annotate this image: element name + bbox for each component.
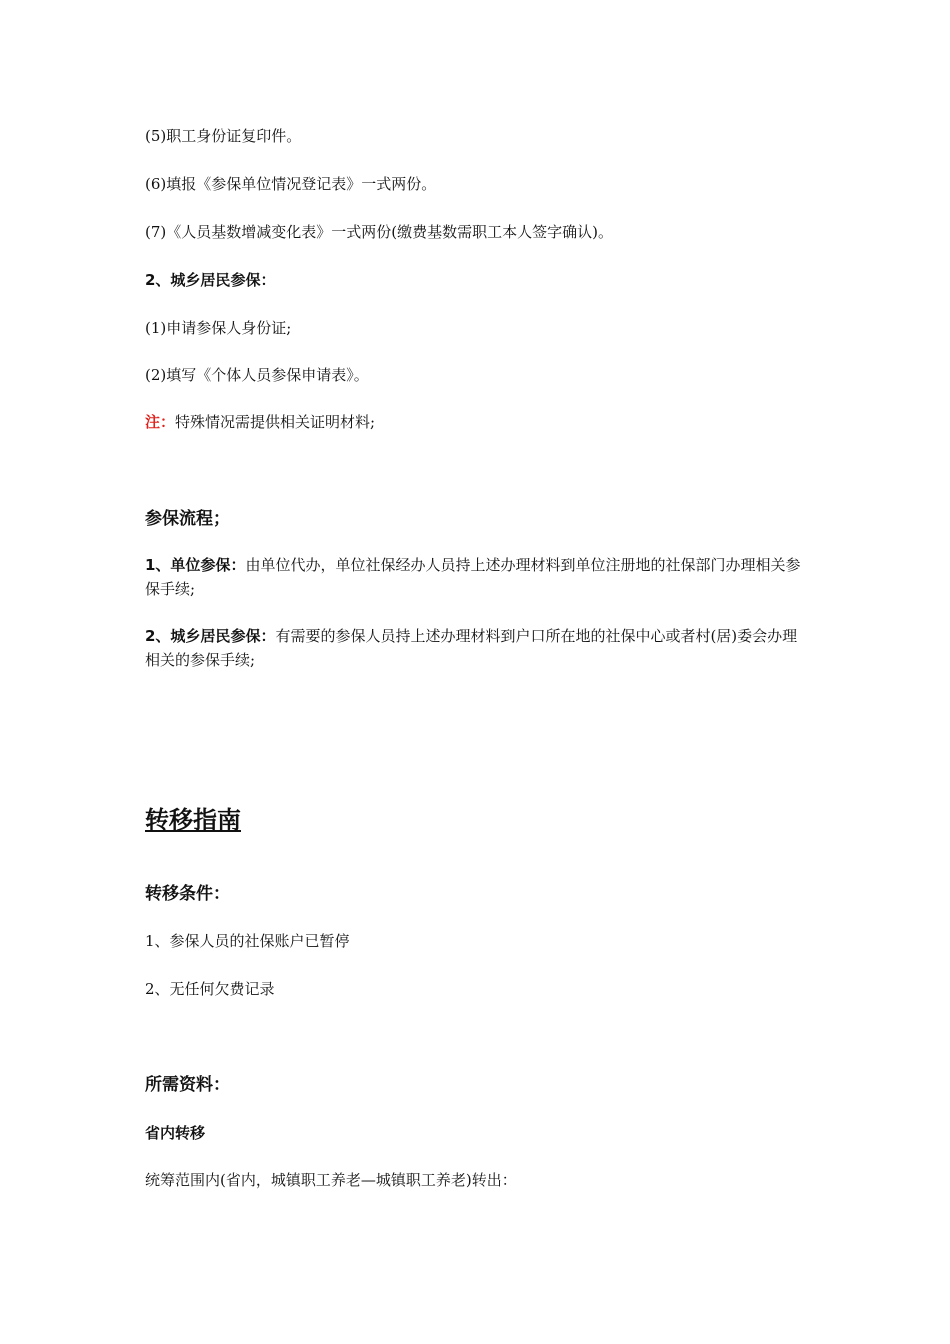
resident-section-heading: 2、城乡居民参保： <box>145 271 276 289</box>
requirement-item-6: (6)填报《参保单位情况登记表》一式两份。 <box>145 175 437 193</box>
transfer-materials-heading: 所需资料： <box>145 1075 230 1095</box>
note-label: 注： <box>145 413 176 431</box>
transfer-scope-text: 统筹范围内(省内，城镇职工养老—城镇职工养老)转出： <box>145 1171 517 1189</box>
process-resident-text: 有需要的参保人员持上述办理材料到户口所在地的社保中心或者村(居)委会办理相关的参保手续; <box>145 627 798 669</box>
transfer-subheading: 省内转移 <box>145 1124 206 1142</box>
requirement-item-5: (5)职工身份证复印件。 <box>145 127 302 145</box>
process-resident-label: 2、城乡居民参保： <box>145 627 276 645</box>
process-resident-paragraph <box>145 624 810 672</box>
process-heading: 参保流程； <box>145 509 230 529</box>
resident-item-1: (1)申请参保人身份证; <box>145 319 292 337</box>
transfer-title: 转移指南 <box>145 806 241 834</box>
process-unit-text: 由单位代办，单位社保经办人员持上述办理材料到单位注册地的社保部门办理相关参保手续; <box>145 556 801 598</box>
requirement-item-7: (7)《人员基数增减变化表》一式两份(缴费基数需职工本人签字确认)。 <box>145 223 613 241</box>
note-text: 特殊情况需提供相关证明材料; <box>175 413 376 431</box>
transfer-condition-1: 1、参保人员的社保账户已暂停 <box>145 932 350 950</box>
transfer-conditions-heading: 转移条件： <box>145 884 230 904</box>
note-line <box>145 412 375 432</box>
transfer-condition-2: 2、无任何欠费记录 <box>145 980 275 998</box>
process-unit-paragraph <box>145 553 810 601</box>
process-unit-label: 1、单位参保： <box>145 556 246 574</box>
resident-item-2: (2)填写《个体人员参保申请表》。 <box>145 366 369 384</box>
